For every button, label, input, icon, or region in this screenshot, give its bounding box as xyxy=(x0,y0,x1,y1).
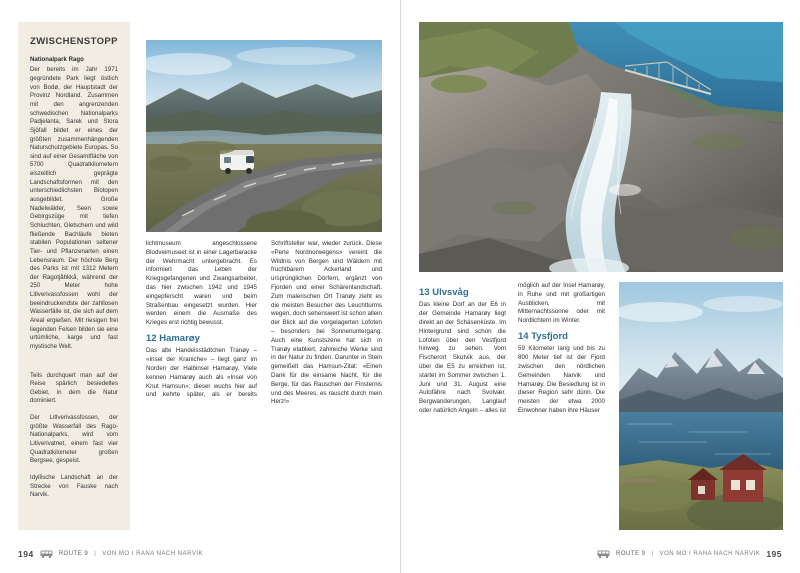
left-body-columns xyxy=(146,240,382,532)
footer-right xyxy=(597,549,782,559)
footer-route-left: ROUTE 9 xyxy=(58,551,89,557)
paragraph-blodveimuseet: lichtmuseum angeschlossene Blodveimuseet ist in einer Lagerbaracke der Wehrmacht untergebracht. Es informiert das Leben der Kriegsgefangenen und Zwangsarbeiter, das hier zwischen 1942 und 1945 eingepferscht waren und beim Straßenbau eingesetzt wurden. Hier werden einem die Ausmaße des Krieges erst richtig bewusst. xyxy=(146,240,257,327)
sidebar-caption-3: Idyllische Landschaft an der Strecke von Fauske nach Narvik. xyxy=(30,473,118,499)
paragraph-ulvsvag: Das kleine Dorf an der E6 in der Gemeinde Hamarøy liegt direkt an der Schäsenküste. Im Hintergrund sind schon die Lofoten über den Vestfjord hinweg zu sehen. Vom Fischerort Skutvik aus, der über die E5 zu erreichen ist, startet im Sommer zwischen 1. Juni und 31. August eine Autofähre nach Svolvær. Bergwanderungen, Langlauf oder natürlich Angeln – alles ist möglich auf der Insel Hamarøy, in Ruhe und mit großartigen Ausblicken, mit Mitternachtssonne oder mit Nordlichtern im Winter. xyxy=(419,282,605,414)
footer-route-right: ROUTE 9 xyxy=(615,551,646,557)
bus-icon xyxy=(597,550,610,558)
section-heading-ulvsvag: 13 Ulvsvåg xyxy=(419,287,469,298)
bus-icon xyxy=(40,550,53,558)
folio-left: 194 xyxy=(18,549,34,559)
footer-separator-right: | xyxy=(651,551,654,557)
photo-fjord-with-cabins xyxy=(619,282,783,530)
sidebar-lead: Nationalpark Rago xyxy=(30,56,84,63)
sidebar-caption-2: Der Litlverivassfossen, der größte Wasserfall des Rago-Nationalparks, wird vom Litlverivatnet, einem fast vier Quadratkilometer großen Bergsee, gespeist. xyxy=(30,414,118,465)
paragraph-tysfjord: 59 Kilometer lang und bis zu 800 Meter tief ist der Fjord zwischen den nördlichen Gemeinden Narvik und Hamarøy. Die Besiedlung ist in dieser Region sehr dünn. Die meisten der etwa 2000 Einwohner haben ihre Häuser xyxy=(518,345,605,414)
sidebar-title: ZWISCHENSTOPP xyxy=(30,36,118,47)
photo-waterfall-litlverivassfossen xyxy=(419,22,783,272)
folio-right: 195 xyxy=(766,549,782,559)
section-heading-hamaroy: 12 Hamarøy xyxy=(146,332,200,344)
right-body-columns xyxy=(419,282,605,530)
footer-separator-left: | xyxy=(94,551,97,557)
paragraph-hamaroy: Das alte Handelsstädtchen Tranøy – «Insel der Kraniche» – liegt ganz im Norden der Halbinsel Hamarøy. Viele kennen Hamarøy auch als «Insel von Knut Hamsun»; dieser wuchs hier auf und kehrte später, als er bereits Schriftsteller war, wieder zurück. Diese «Perle Nordnorwegens» vereint die Wildnis von Bergen und Wäldern mit fruchtbarem Ackerland und ursprünglichen Dörfern, ergänzt von Fjorden und einer Schärenlandschaft. Zum malerischen Ort Tranøy zieht es die meisten Besucher des Leuchtturms wegen, doch sehenswert ist schon allein der Blick auf die vorgelagerten Lofoten – besonders bei Sonnenuntergang. Auch eine Kunstszene hat sich in Tranøy etabliert, zahlreiche Werke sind in der Natur zu finden. Darunter in Stein gemeißelt das Hamsun-Zitat: «Einen Dank für die einsame Nacht, für die Berge, für das Rauschen der Finsternis und des Meeres, es rauscht durch mein Herz!» xyxy=(146,240,382,406)
sidebar-spacer xyxy=(30,360,118,372)
sidebar-body: Der bereits im Jahr 1971 gegründete Park liegt östlich von Bodø, der Hauptstadt der Provinz Nordland. Zusammen mit den angrenzenden schwedischen Nationalparks Padjelanta, Sarek und Stora Sjöfall bildet er eines der größten zusammenhängenden Naturschutzgebiete Europas. So sind auf einer Gesamtfläche von 5700 Quadratkilometern eiszeitlich geprägte Landschaftsformen mit den unterschiedlichsten Biotopen ausgebildet. Große Nadelwälder, Seen sowie Gebirgszüge mit tiefen Schluchten, Gletschern und wild fließende Bachläufe bieten stabilen Populationen seltener Tier- und Pflanzenarten einen Lebensraum. Der höchste Berg des Parks ist mit 1312 Metern der Ragotjåhkkå, während der 250 Meter hohe Litlverivassfossen wohl der beeindruckendste der zahllosen Wasserfälle ist, die sich auf dem Areal ergießen. Mit riesigen frei liegenden Felsen bilden sie eine urtümliche, karge und fast mystische Welt. xyxy=(30,66,118,350)
sidebar-zwischenstopp xyxy=(18,22,130,530)
section-heading-tysfjord: 14 Tysfjord xyxy=(518,330,568,342)
photo-road-with-motorhome xyxy=(146,40,382,232)
footer-left xyxy=(18,549,203,559)
footer-subtitle-right: VON MO I RANA NACH NARVIK xyxy=(659,551,761,557)
sidebar-caption-1: Teils durchquert man auf der Reise spärlich besiedeltes Gebiet, in dem die Natur dominiert. xyxy=(30,371,118,405)
page-right xyxy=(400,0,800,573)
footer-subtitle-left: VON MO I RANA NACH NARVIK xyxy=(102,551,204,557)
